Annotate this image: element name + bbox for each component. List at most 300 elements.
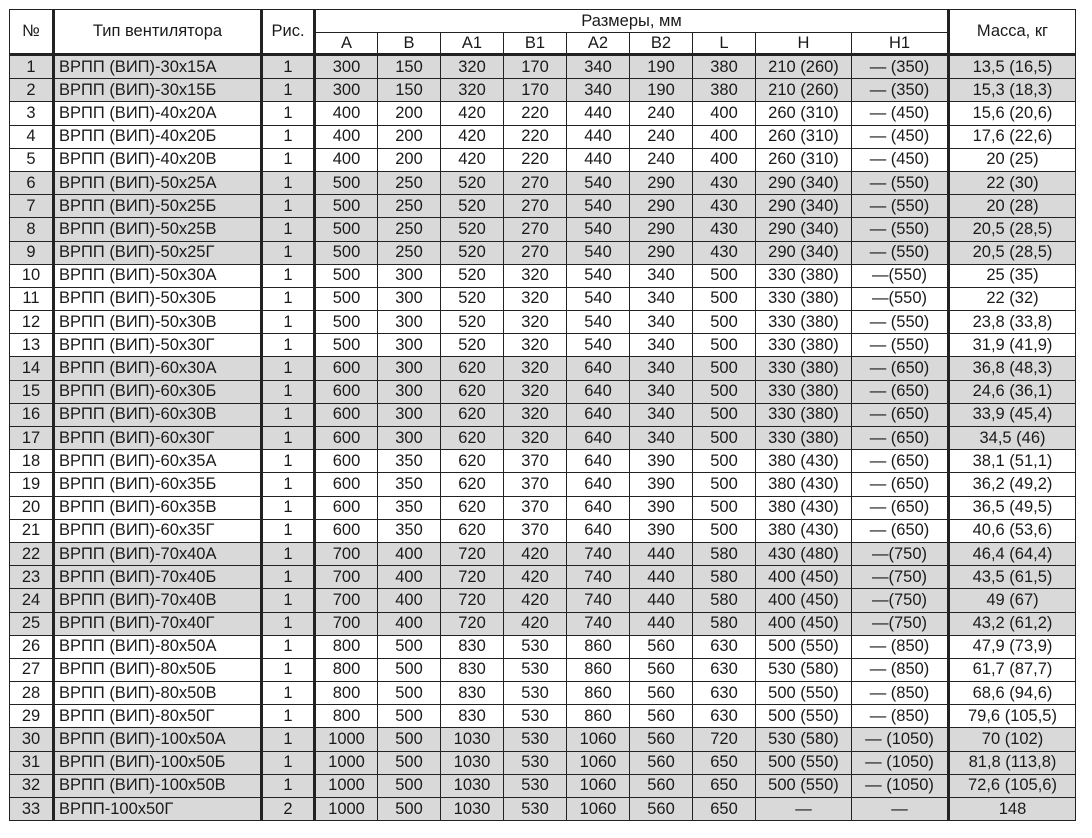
cell-mass: 81,8 (113,8) [949, 751, 1076, 774]
cell-dim-a: 600 [315, 473, 378, 496]
cell-dim-b1: 530 [504, 705, 567, 728]
cell-number: 22 [10, 542, 54, 565]
cell-mass: 13,5 (16,5) [949, 55, 1076, 79]
table-row [10, 473, 1076, 496]
cell-fan-type: ВРПП (ВИП)-50х30В [54, 311, 262, 334]
cell-dim-h: 330 (380) [756, 311, 852, 334]
cell-dim-b: 300 [378, 264, 441, 287]
cell-dim-b1: 420 [504, 612, 567, 635]
header-dim-b2: B2 [630, 33, 693, 55]
cell-dim-h1: — [852, 798, 949, 821]
cell-dim-b: 350 [378, 473, 441, 496]
cell-mass: 20,5 (28,5) [949, 218, 1076, 241]
cell-dim-a1: 1030 [441, 774, 504, 797]
cell-dim-a: 800 [315, 705, 378, 728]
cell-dim-h1: — (550) [852, 218, 949, 241]
cell-dim-h1: —(750) [852, 612, 949, 635]
cell-number: 17 [10, 427, 54, 450]
cell-dim-b2: 390 [630, 450, 693, 473]
cell-dim-h: 330 (380) [756, 287, 852, 310]
cell-dim-b2: 390 [630, 519, 693, 542]
cell-dim-b2: 240 [630, 148, 693, 171]
cell-dim-l: 580 [693, 566, 756, 589]
cell-dim-h: 330 (380) [756, 380, 852, 403]
table-row [10, 751, 1076, 774]
header-dim-a2: A2 [567, 33, 630, 55]
cell-dim-h1: — (550) [852, 334, 949, 357]
cell-dim-a1: 830 [441, 658, 504, 681]
cell-number: 5 [10, 148, 54, 171]
table-row [10, 496, 1076, 519]
cell-mass: 17,6 (22,6) [949, 125, 1076, 148]
cell-dim-b1: 320 [504, 264, 567, 287]
cell-figure: 1 [262, 542, 315, 565]
cell-figure: 1 [262, 195, 315, 218]
cell-dim-b1: 370 [504, 473, 567, 496]
cell-dim-b: 350 [378, 519, 441, 542]
cell-figure: 1 [262, 264, 315, 287]
cell-dim-b: 400 [378, 566, 441, 589]
cell-dim-h: 290 (340) [756, 171, 852, 194]
cell-number: 12 [10, 311, 54, 334]
cell-figure: 1 [262, 79, 315, 102]
cell-dim-a1: 620 [441, 496, 504, 519]
cell-dim-b: 300 [378, 311, 441, 334]
cell-number: 15 [10, 380, 54, 403]
cell-mass: 36,5 (49,5) [949, 496, 1076, 519]
cell-dim-b2: 340 [630, 403, 693, 426]
cell-number: 19 [10, 473, 54, 496]
cell-fan-type: ВРПП (ВИП)-60х30В [54, 403, 262, 426]
cell-dim-a: 400 [315, 102, 378, 125]
cell-dim-b2: 290 [630, 241, 693, 264]
cell-dim-h1: — (450) [852, 125, 949, 148]
cell-mass: 43,5 (61,5) [949, 566, 1076, 589]
cell-dim-l: 430 [693, 171, 756, 194]
cell-mass: 34,5 (46) [949, 427, 1076, 450]
cell-number: 9 [10, 241, 54, 264]
cell-dim-a2: 1060 [567, 774, 630, 797]
cell-dim-h: 290 (340) [756, 241, 852, 264]
cell-dim-b1: 370 [504, 496, 567, 519]
cell-dim-h1: — (1050) [852, 751, 949, 774]
table-row [10, 705, 1076, 728]
cell-dim-a1: 720 [441, 542, 504, 565]
cell-dim-b1: 170 [504, 79, 567, 102]
cell-dim-l: 650 [693, 774, 756, 797]
cell-dim-a2: 640 [567, 450, 630, 473]
table-header [10, 10, 1076, 55]
table-row [10, 357, 1076, 380]
cell-dim-h: 530 (580) [756, 728, 852, 751]
cell-fan-type: ВРПП (ВИП)-60х30Г [54, 427, 262, 450]
cell-dim-h1: — (650) [852, 519, 949, 542]
cell-number: 31 [10, 751, 54, 774]
cell-dim-b: 500 [378, 682, 441, 705]
cell-mass: 148 [949, 798, 1076, 821]
cell-dim-a1: 520 [441, 287, 504, 310]
cell-dim-a2: 540 [567, 195, 630, 218]
header-number: № [10, 10, 54, 55]
cell-dim-h: 330 (380) [756, 357, 852, 380]
cell-dim-a1: 620 [441, 473, 504, 496]
cell-dim-h1: — (350) [852, 79, 949, 102]
cell-dim-b1: 320 [504, 287, 567, 310]
cell-dim-h: 330 (380) [756, 403, 852, 426]
cell-dim-b2: 440 [630, 589, 693, 612]
cell-dim-h: 260 (310) [756, 102, 852, 125]
cell-dim-b2: 290 [630, 171, 693, 194]
cell-dim-b2: 240 [630, 125, 693, 148]
header-dim-b: B [378, 33, 441, 55]
cell-dim-b: 300 [378, 287, 441, 310]
cell-dim-a1: 520 [441, 218, 504, 241]
cell-dim-h: 500 (550) [756, 705, 852, 728]
cell-dim-b2: 290 [630, 195, 693, 218]
table-row [10, 635, 1076, 658]
cell-dim-a2: 540 [567, 311, 630, 334]
cell-number: 21 [10, 519, 54, 542]
cell-number: 33 [10, 798, 54, 821]
cell-figure: 1 [262, 473, 315, 496]
cell-mass: 15,3 (18,3) [949, 79, 1076, 102]
cell-figure: 1 [262, 519, 315, 542]
cell-dim-b: 400 [378, 589, 441, 612]
cell-dim-a1: 320 [441, 55, 504, 79]
cell-dim-a: 500 [315, 241, 378, 264]
cell-dim-b2: 190 [630, 79, 693, 102]
cell-dim-h: — [756, 798, 852, 821]
cell-dim-a2: 740 [567, 542, 630, 565]
cell-dim-b2: 560 [630, 751, 693, 774]
cell-mass: 70 (102) [949, 728, 1076, 751]
cell-dim-a1: 620 [441, 380, 504, 403]
cell-dim-b2: 440 [630, 542, 693, 565]
cell-figure: 2 [262, 798, 315, 821]
table-body [10, 55, 1076, 821]
cell-dim-a: 1000 [315, 751, 378, 774]
cell-dim-a1: 620 [441, 357, 504, 380]
cell-fan-type: ВРПП (ВИП)-50х25А [54, 171, 262, 194]
cell-dim-a: 600 [315, 450, 378, 473]
cell-dim-l: 500 [693, 357, 756, 380]
cell-dim-h1: —(750) [852, 566, 949, 589]
cell-mass: 40,6 (53,6) [949, 519, 1076, 542]
cell-dim-b2: 340 [630, 264, 693, 287]
cell-dim-b1: 320 [504, 334, 567, 357]
cell-figure: 1 [262, 635, 315, 658]
table-row [10, 241, 1076, 264]
cell-dim-h: 290 (340) [756, 218, 852, 241]
table-row [10, 798, 1076, 821]
cell-dim-a1: 420 [441, 102, 504, 125]
cell-dim-a: 400 [315, 148, 378, 171]
cell-dim-a: 500 [315, 218, 378, 241]
cell-figure: 1 [262, 380, 315, 403]
cell-dim-b1: 420 [504, 542, 567, 565]
cell-figure: 1 [262, 682, 315, 705]
cell-mass: 23,8 (33,8) [949, 311, 1076, 334]
cell-dim-b1: 420 [504, 589, 567, 612]
cell-number: 7 [10, 195, 54, 218]
cell-dim-b1: 270 [504, 241, 567, 264]
cell-dim-a2: 640 [567, 357, 630, 380]
cell-dim-h: 380 (430) [756, 496, 852, 519]
cell-dim-b2: 440 [630, 566, 693, 589]
cell-mass: 20 (25) [949, 148, 1076, 171]
cell-dim-l: 500 [693, 519, 756, 542]
cell-figure: 1 [262, 287, 315, 310]
table-row [10, 519, 1076, 542]
header-dim-a: A [315, 33, 378, 55]
cell-dim-l: 500 [693, 287, 756, 310]
cell-figure: 1 [262, 427, 315, 450]
cell-dim-a: 500 [315, 264, 378, 287]
cell-number: 27 [10, 658, 54, 681]
cell-fan-type: ВРПП (ВИП)-80х50В [54, 682, 262, 705]
cell-dim-b1: 370 [504, 519, 567, 542]
cell-dim-a: 500 [315, 311, 378, 334]
cell-dim-a: 600 [315, 427, 378, 450]
cell-mass: 43,2 (61,2) [949, 612, 1076, 635]
cell-figure: 1 [262, 148, 315, 171]
table-row [10, 125, 1076, 148]
cell-number: 23 [10, 566, 54, 589]
cell-fan-type: ВРПП (ВИП)-60х35Г [54, 519, 262, 542]
cell-dim-a1: 720 [441, 566, 504, 589]
cell-dim-a2: 1060 [567, 798, 630, 821]
cell-dim-b2: 290 [630, 218, 693, 241]
cell-mass: 72,6 (105,6) [949, 774, 1076, 797]
cell-dim-h1: —(750) [852, 542, 949, 565]
table-row [10, 566, 1076, 589]
cell-dim-a2: 740 [567, 612, 630, 635]
cell-dim-h: 330 (380) [756, 264, 852, 287]
cell-mass: 22 (30) [949, 171, 1076, 194]
header-dim-h1: H1 [852, 33, 949, 55]
cell-dim-h1: — (850) [852, 635, 949, 658]
cell-dim-h1: — (650) [852, 357, 949, 380]
table-row [10, 589, 1076, 612]
cell-figure: 1 [262, 705, 315, 728]
cell-fan-type: ВРПП (ВИП)-30х15А [54, 55, 262, 79]
cell-dim-b2: 340 [630, 427, 693, 450]
cell-fan-type: ВРПП (ВИП)-60х30А [54, 357, 262, 380]
cell-dim-h1: —(550) [852, 264, 949, 287]
fan-specifications-table [9, 9, 1076, 821]
cell-dim-h: 500 (550) [756, 682, 852, 705]
cell-dim-a1: 520 [441, 264, 504, 287]
table-row [10, 450, 1076, 473]
cell-dim-a: 500 [315, 287, 378, 310]
cell-dim-a: 400 [315, 125, 378, 148]
cell-mass: 68,6 (94,6) [949, 682, 1076, 705]
cell-figure: 1 [262, 334, 315, 357]
cell-fan-type: ВРПП (ВИП)-40х20А [54, 102, 262, 125]
cell-figure: 1 [262, 357, 315, 380]
cell-dim-l: 430 [693, 218, 756, 241]
cell-dim-a2: 440 [567, 102, 630, 125]
header-dim-a1: A1 [441, 33, 504, 55]
table-row [10, 218, 1076, 241]
cell-fan-type: ВРПП (ВИП)-60х35А [54, 450, 262, 473]
header-dim-b1: B1 [504, 33, 567, 55]
cell-fan-type: ВРПП (ВИП)-50х30А [54, 264, 262, 287]
cell-dim-a1: 720 [441, 612, 504, 635]
cell-fan-type: ВРПП (ВИП)-70х40Г [54, 612, 262, 635]
cell-number: 32 [10, 774, 54, 797]
cell-dim-a1: 520 [441, 311, 504, 334]
cell-number: 3 [10, 102, 54, 125]
cell-mass: 33,9 (45,4) [949, 403, 1076, 426]
table-row [10, 403, 1076, 426]
cell-dim-b: 500 [378, 751, 441, 774]
cell-dim-a2: 860 [567, 705, 630, 728]
cell-fan-type: ВРПП (ВИП)-80х50Б [54, 658, 262, 681]
cell-dim-a1: 1030 [441, 728, 504, 751]
cell-mass: 38,1 (51,1) [949, 450, 1076, 473]
cell-dim-b2: 440 [630, 612, 693, 635]
cell-dim-b1: 530 [504, 682, 567, 705]
cell-dim-b: 300 [378, 427, 441, 450]
cell-dim-a: 500 [315, 195, 378, 218]
cell-dim-a1: 1030 [441, 751, 504, 774]
cell-dim-a2: 640 [567, 403, 630, 426]
cell-dim-a2: 340 [567, 55, 630, 79]
cell-dim-b2: 340 [630, 311, 693, 334]
cell-figure: 1 [262, 612, 315, 635]
cell-dim-h1: — (550) [852, 195, 949, 218]
cell-dim-b2: 340 [630, 357, 693, 380]
cell-dim-b: 350 [378, 496, 441, 519]
cell-dim-b2: 190 [630, 55, 693, 79]
cell-dim-a2: 540 [567, 264, 630, 287]
header-mass: Масса, кг [949, 10, 1076, 55]
cell-fan-type: ВРПП (ВИП)-30х15Б [54, 79, 262, 102]
cell-dim-h: 330 (380) [756, 427, 852, 450]
cell-dim-b1: 320 [504, 403, 567, 426]
cell-dim-b1: 270 [504, 195, 567, 218]
table-row [10, 195, 1076, 218]
cell-mass: 25 (35) [949, 264, 1076, 287]
cell-dim-l: 500 [693, 264, 756, 287]
cell-figure: 1 [262, 774, 315, 797]
cell-number: 2 [10, 79, 54, 102]
cell-dim-h1: — (850) [852, 658, 949, 681]
cell-dim-a1: 620 [441, 427, 504, 450]
cell-dim-a: 800 [315, 658, 378, 681]
cell-dim-h1: —(750) [852, 589, 949, 612]
cell-dim-a: 600 [315, 380, 378, 403]
cell-mass: 20 (28) [949, 195, 1076, 218]
cell-dim-a: 1000 [315, 728, 378, 751]
cell-dim-a2: 540 [567, 287, 630, 310]
cell-fan-type: ВРПП (ВИП)-100х50А [54, 728, 262, 751]
cell-dim-a2: 440 [567, 125, 630, 148]
cell-dim-h: 260 (310) [756, 148, 852, 171]
cell-dim-a: 300 [315, 79, 378, 102]
cell-number: 16 [10, 403, 54, 426]
cell-figure: 1 [262, 55, 315, 79]
cell-mass: 49 (67) [949, 589, 1076, 612]
table-wrapper [9, 9, 1076, 821]
cell-dim-a2: 640 [567, 473, 630, 496]
table-row [10, 658, 1076, 681]
cell-dim-l: 380 [693, 55, 756, 79]
cell-mass: 15,6 (20,6) [949, 102, 1076, 125]
cell-figure: 1 [262, 403, 315, 426]
cell-dim-a: 300 [315, 55, 378, 79]
cell-dim-h1: — (650) [852, 380, 949, 403]
table-row [10, 380, 1076, 403]
cell-dim-a1: 720 [441, 589, 504, 612]
cell-dim-h1: — (350) [852, 55, 949, 79]
cell-dim-l: 500 [693, 334, 756, 357]
cell-fan-type: ВРПП (ВИП)-100х50Б [54, 751, 262, 774]
cell-dim-a2: 860 [567, 635, 630, 658]
cell-number: 18 [10, 450, 54, 473]
cell-dim-b2: 560 [630, 635, 693, 658]
cell-dim-a: 800 [315, 635, 378, 658]
cell-fan-type: ВРПП (ВИП)-60х30Б [54, 380, 262, 403]
cell-dim-a1: 420 [441, 148, 504, 171]
cell-number: 1 [10, 55, 54, 79]
cell-figure: 1 [262, 102, 315, 125]
cell-number: 20 [10, 496, 54, 519]
cell-figure: 1 [262, 658, 315, 681]
cell-dim-b2: 390 [630, 473, 693, 496]
cell-dim-a: 700 [315, 589, 378, 612]
cell-dim-h1: — (650) [852, 496, 949, 519]
cell-dim-a2: 1060 [567, 728, 630, 751]
cell-dim-l: 650 [693, 751, 756, 774]
cell-dim-b2: 560 [630, 682, 693, 705]
cell-dim-b: 500 [378, 658, 441, 681]
cell-dim-a: 600 [315, 357, 378, 380]
cell-dim-a1: 520 [441, 171, 504, 194]
cell-dim-h1: —(550) [852, 287, 949, 310]
cell-dim-l: 580 [693, 612, 756, 635]
cell-number: 6 [10, 171, 54, 194]
cell-number: 14 [10, 357, 54, 380]
cell-figure: 1 [262, 450, 315, 473]
cell-mass: 22 (32) [949, 287, 1076, 310]
cell-dim-a1: 520 [441, 195, 504, 218]
table-row [10, 542, 1076, 565]
cell-dim-l: 430 [693, 195, 756, 218]
cell-dim-b: 300 [378, 403, 441, 426]
cell-dim-l: 500 [693, 311, 756, 334]
cell-dim-h: 500 (550) [756, 751, 852, 774]
cell-fan-type: ВРПП (ВИП)-70х40А [54, 542, 262, 565]
cell-mass: 31,9 (41,9) [949, 334, 1076, 357]
cell-figure: 1 [262, 496, 315, 519]
cell-dim-a2: 640 [567, 380, 630, 403]
cell-dim-b2: 340 [630, 380, 693, 403]
cell-dim-a2: 860 [567, 682, 630, 705]
cell-dim-a1: 620 [441, 403, 504, 426]
cell-fan-type: ВРПП-100х50Г [54, 798, 262, 821]
cell-number: 10 [10, 264, 54, 287]
cell-dim-l: 500 [693, 473, 756, 496]
cell-dim-h1: — (1050) [852, 728, 949, 751]
cell-dim-l: 500 [693, 496, 756, 519]
cell-dim-a: 500 [315, 334, 378, 357]
cell-dim-b: 300 [378, 380, 441, 403]
cell-dim-l: 400 [693, 102, 756, 125]
cell-figure: 1 [262, 566, 315, 589]
table-row [10, 102, 1076, 125]
